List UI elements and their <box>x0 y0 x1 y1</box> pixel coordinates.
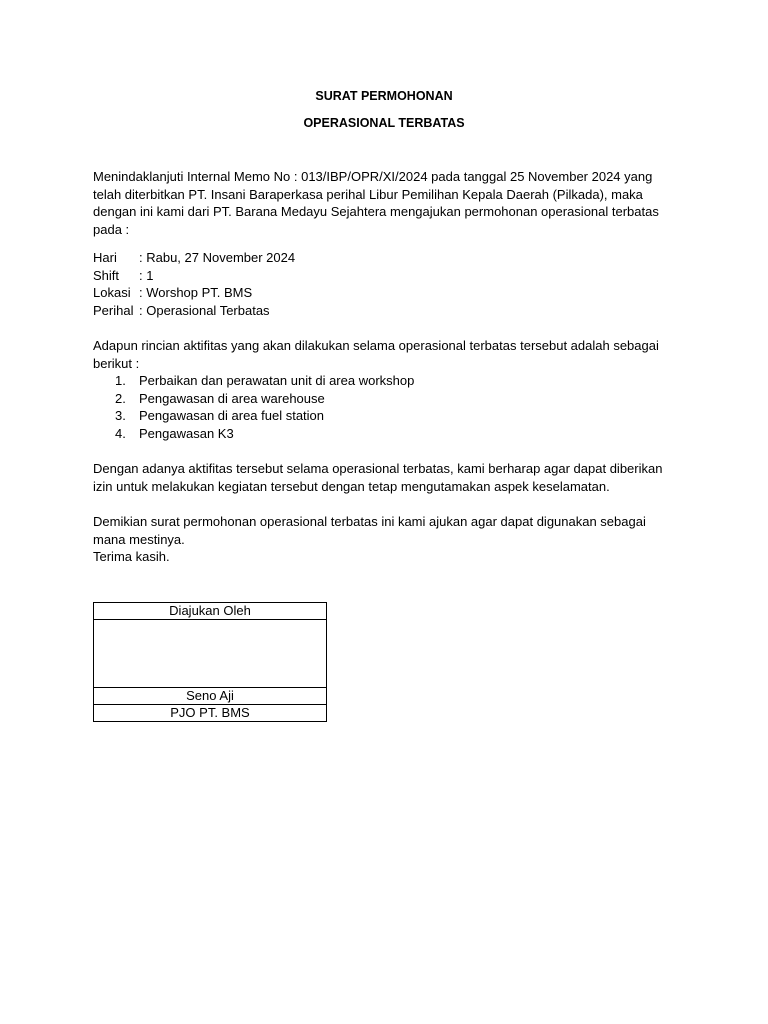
intro-line: dengan ini kami dari PT. Barana Medayu Sejahtera mengajukan permohonan operasional terbatas <box>93 204 659 220</box>
detail-value: : Rabu, 27 November 2024 <box>139 250 296 265</box>
list-text: Pengawasan di area fuel station <box>139 408 325 424</box>
list-number: 4. <box>115 425 126 441</box>
detail-row-shift <box>93 267 295 285</box>
activities-intro-line: berikut : <box>93 355 140 371</box>
detail-label: Lokasi <box>93 285 131 301</box>
detail-row-perihal <box>93 302 295 320</box>
activities-intro-paragraph <box>93 337 668 372</box>
list-text: Perbaikan dan perawatan unit di area workshop <box>139 373 415 388</box>
closing-line: Terima kasih. <box>93 549 170 565</box>
intro-line: pada : <box>93 221 130 237</box>
signature-header: Diajukan Oleh <box>94 603 327 620</box>
activities-list <box>93 372 414 442</box>
list-number: 3. <box>115 408 126 424</box>
list-text: Pengawasan K3 <box>139 425 234 441</box>
hope-paragraph <box>93 460 668 495</box>
intro-line: Menindaklanjuti Internal Memo No : 013/IBP/OPR/XI/2024 pada tanggal 25 November 2024 yang <box>93 169 653 184</box>
intro-line: telah diterbitkan PT. Insani Baraperkasa perihal Libur Pemilihan Kepala Daerah (Pilkada), maka <box>93 186 643 202</box>
document-title: SURAT PERMOHONAN <box>315 89 453 103</box>
list-number: 2. <box>115 390 126 406</box>
signer-position: PJO PT. BMS <box>94 705 327 722</box>
detail-row-hari <box>93 249 295 267</box>
detail-label: Hari <box>93 250 117 265</box>
activities-intro-line: Adapun rincian aktifitas yang akan dilakukan selama operasional terbatas tersebut adalah sebagai <box>93 338 659 353</box>
list-item <box>93 372 414 390</box>
list-item <box>93 425 414 443</box>
detail-value: : 1 <box>139 267 154 283</box>
signature-space <box>94 620 327 688</box>
hope-line: Dengan adanya aktifitas tersebut selama operasional terbatas, kami berharap agar dapat diberikan <box>93 461 663 476</box>
list-item <box>93 390 414 408</box>
hope-line: izin untuk melakukan kegiatan tersebut dengan tetap mengutamakan aspek keselamatan. <box>93 478 610 494</box>
list-number: 1. <box>115 373 126 388</box>
detail-label: Shift <box>93 267 120 283</box>
intro-paragraph <box>93 168 668 238</box>
details-block <box>93 249 295 319</box>
detail-value: : Worshop PT. BMS <box>139 285 253 301</box>
detail-row-lokasi <box>93 284 295 302</box>
closing-paragraph <box>93 513 668 566</box>
detail-label: Perihal <box>93 302 134 318</box>
document-subtitle: OPERASIONAL TERBATAS <box>303 116 465 130</box>
list-item <box>93 407 414 425</box>
signer-name: Seno Aji <box>94 688 327 705</box>
closing-line: mana mestinya. <box>93 531 185 547</box>
detail-value: : Operasional Terbatas <box>139 302 270 318</box>
signature-table <box>93 602 327 722</box>
closing-line: Demikian surat permohonan operasional terbatas ini kami ajukan agar dapat digunakan sebagai <box>93 514 646 529</box>
list-text: Pengawasan di area warehouse <box>139 390 325 406</box>
